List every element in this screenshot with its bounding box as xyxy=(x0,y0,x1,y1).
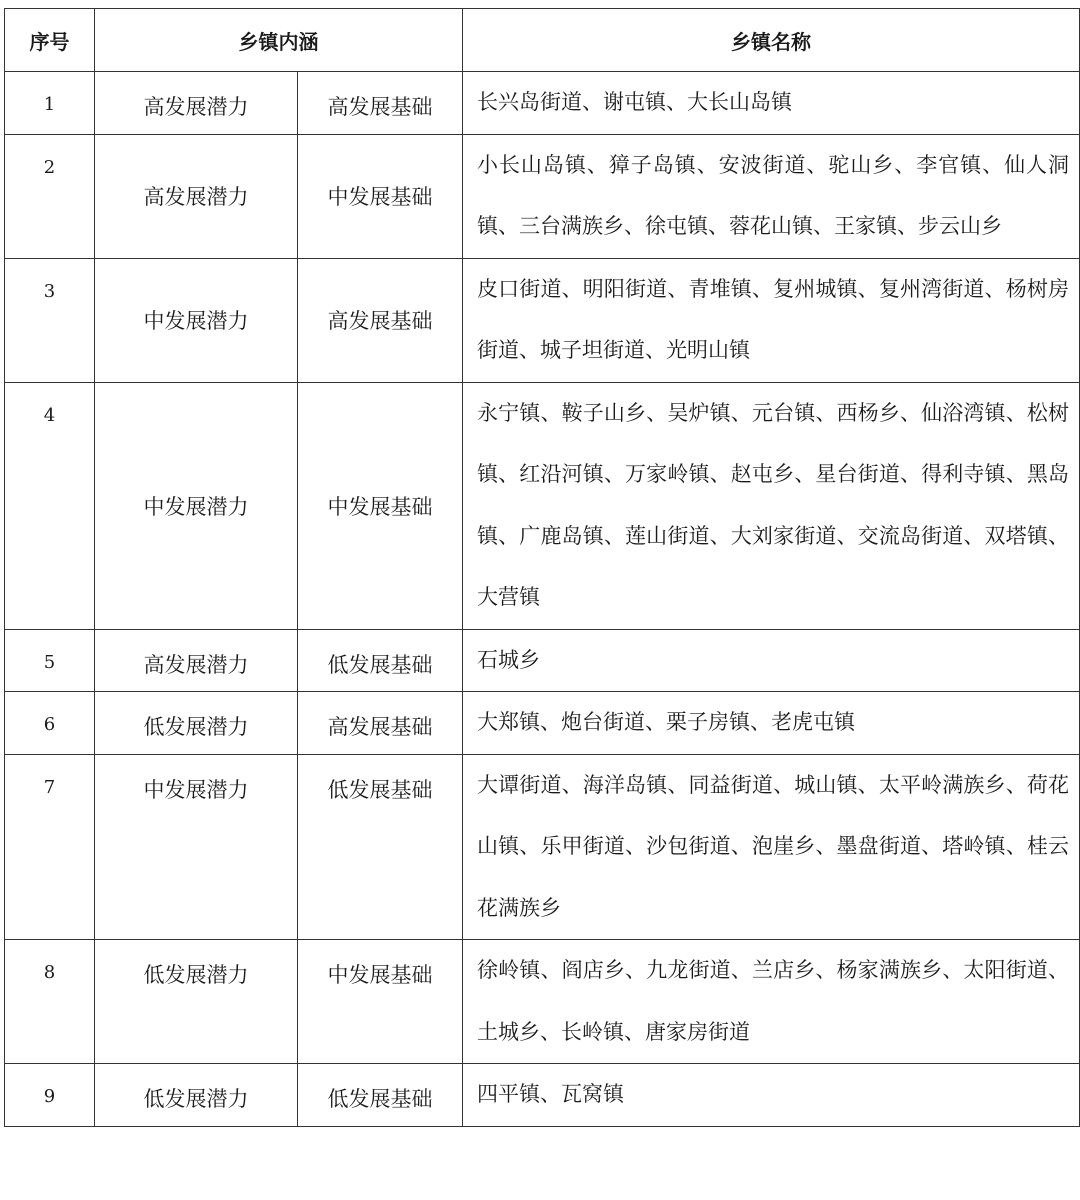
row-index: 3 xyxy=(5,258,95,382)
row-potential: 低发展潜力 xyxy=(95,940,298,1064)
row-potential: 中发展潜力 xyxy=(95,382,298,629)
row-index: 9 xyxy=(5,1064,95,1127)
table-row xyxy=(5,940,1080,1064)
row-names: 永宁镇、鞍子山乡、吴炉镇、元台镇、西杨乡、仙浴湾镇、松树镇、红沿河镇、万家岭镇、赵屯乡、星台街道、得利寺镇、黑岛镇、广鹿岛镇、莲山街道、大刘家街道、交流岛街道、双塔镇、大营镇 xyxy=(463,382,1080,629)
row-names: 大郑镇、炮台街道、栗子房镇、老虎屯镇 xyxy=(463,692,1080,755)
row-names: 四平镇、瓦窝镇 xyxy=(463,1064,1080,1127)
row-potential: 低发展潜力 xyxy=(95,692,298,755)
row-names: 小长山岛镇、獐子岛镇、安波街道、驼山乡、李官镇、仙人洞镇、三台满族乡、徐屯镇、蓉花山镇、王家镇、步云山乡 xyxy=(463,134,1080,258)
row-foundation: 中发展基础 xyxy=(298,134,463,258)
header-names: 乡镇名称 xyxy=(463,9,1080,72)
header-connotation: 乡镇内涵 xyxy=(95,9,463,72)
row-potential: 高发展潜力 xyxy=(95,629,298,692)
row-index: 5 xyxy=(5,629,95,692)
row-index: 2 xyxy=(5,134,95,258)
table-row xyxy=(5,258,1080,382)
row-names: 长兴岛街道、谢屯镇、大长山岛镇 xyxy=(463,72,1080,135)
row-index: 1 xyxy=(5,72,95,135)
row-foundation: 低发展基础 xyxy=(298,629,463,692)
row-names: 皮口街道、明阳街道、青堆镇、复州城镇、复州湾街道、杨树房街道、城子坦街道、光明山镇 xyxy=(463,258,1080,382)
row-potential: 高发展潜力 xyxy=(95,72,298,135)
row-potential: 低发展潜力 xyxy=(95,1064,298,1127)
table-header-row xyxy=(5,9,1080,72)
row-foundation: 高发展基础 xyxy=(298,72,463,135)
row-foundation: 高发展基础 xyxy=(298,692,463,755)
row-index: 7 xyxy=(5,754,95,940)
row-potential: 中发展潜力 xyxy=(95,754,298,940)
table-row xyxy=(5,629,1080,692)
row-index: 6 xyxy=(5,692,95,755)
township-classification-table xyxy=(4,8,1080,1127)
row-foundation: 低发展基础 xyxy=(298,1064,463,1127)
row-foundation: 高发展基础 xyxy=(298,258,463,382)
table-row xyxy=(5,72,1080,135)
row-names: 徐岭镇、阎店乡、九龙街道、兰店乡、杨家满族乡、太阳街道、土城乡、长岭镇、唐家房街道 xyxy=(463,940,1080,1064)
table-row xyxy=(5,382,1080,629)
table-row xyxy=(5,1064,1080,1127)
row-potential: 高发展潜力 xyxy=(95,134,298,258)
row-index: 4 xyxy=(5,382,95,629)
row-names: 大谭街道、海洋岛镇、同益街道、城山镇、太平岭满族乡、荷花山镇、乐甲街道、沙包街道、泡崖乡、墨盘街道、塔岭镇、桂云花满族乡 xyxy=(463,754,1080,940)
row-names: 石城乡 xyxy=(463,629,1080,692)
row-potential: 中发展潜力 xyxy=(95,258,298,382)
row-index: 8 xyxy=(5,940,95,1064)
row-foundation: 低发展基础 xyxy=(298,754,463,940)
row-foundation: 中发展基础 xyxy=(298,940,463,1064)
row-foundation: 中发展基础 xyxy=(298,382,463,629)
table-row xyxy=(5,754,1080,940)
table-row xyxy=(5,134,1080,258)
table-row xyxy=(5,692,1080,755)
header-index: 序号 xyxy=(5,9,95,72)
